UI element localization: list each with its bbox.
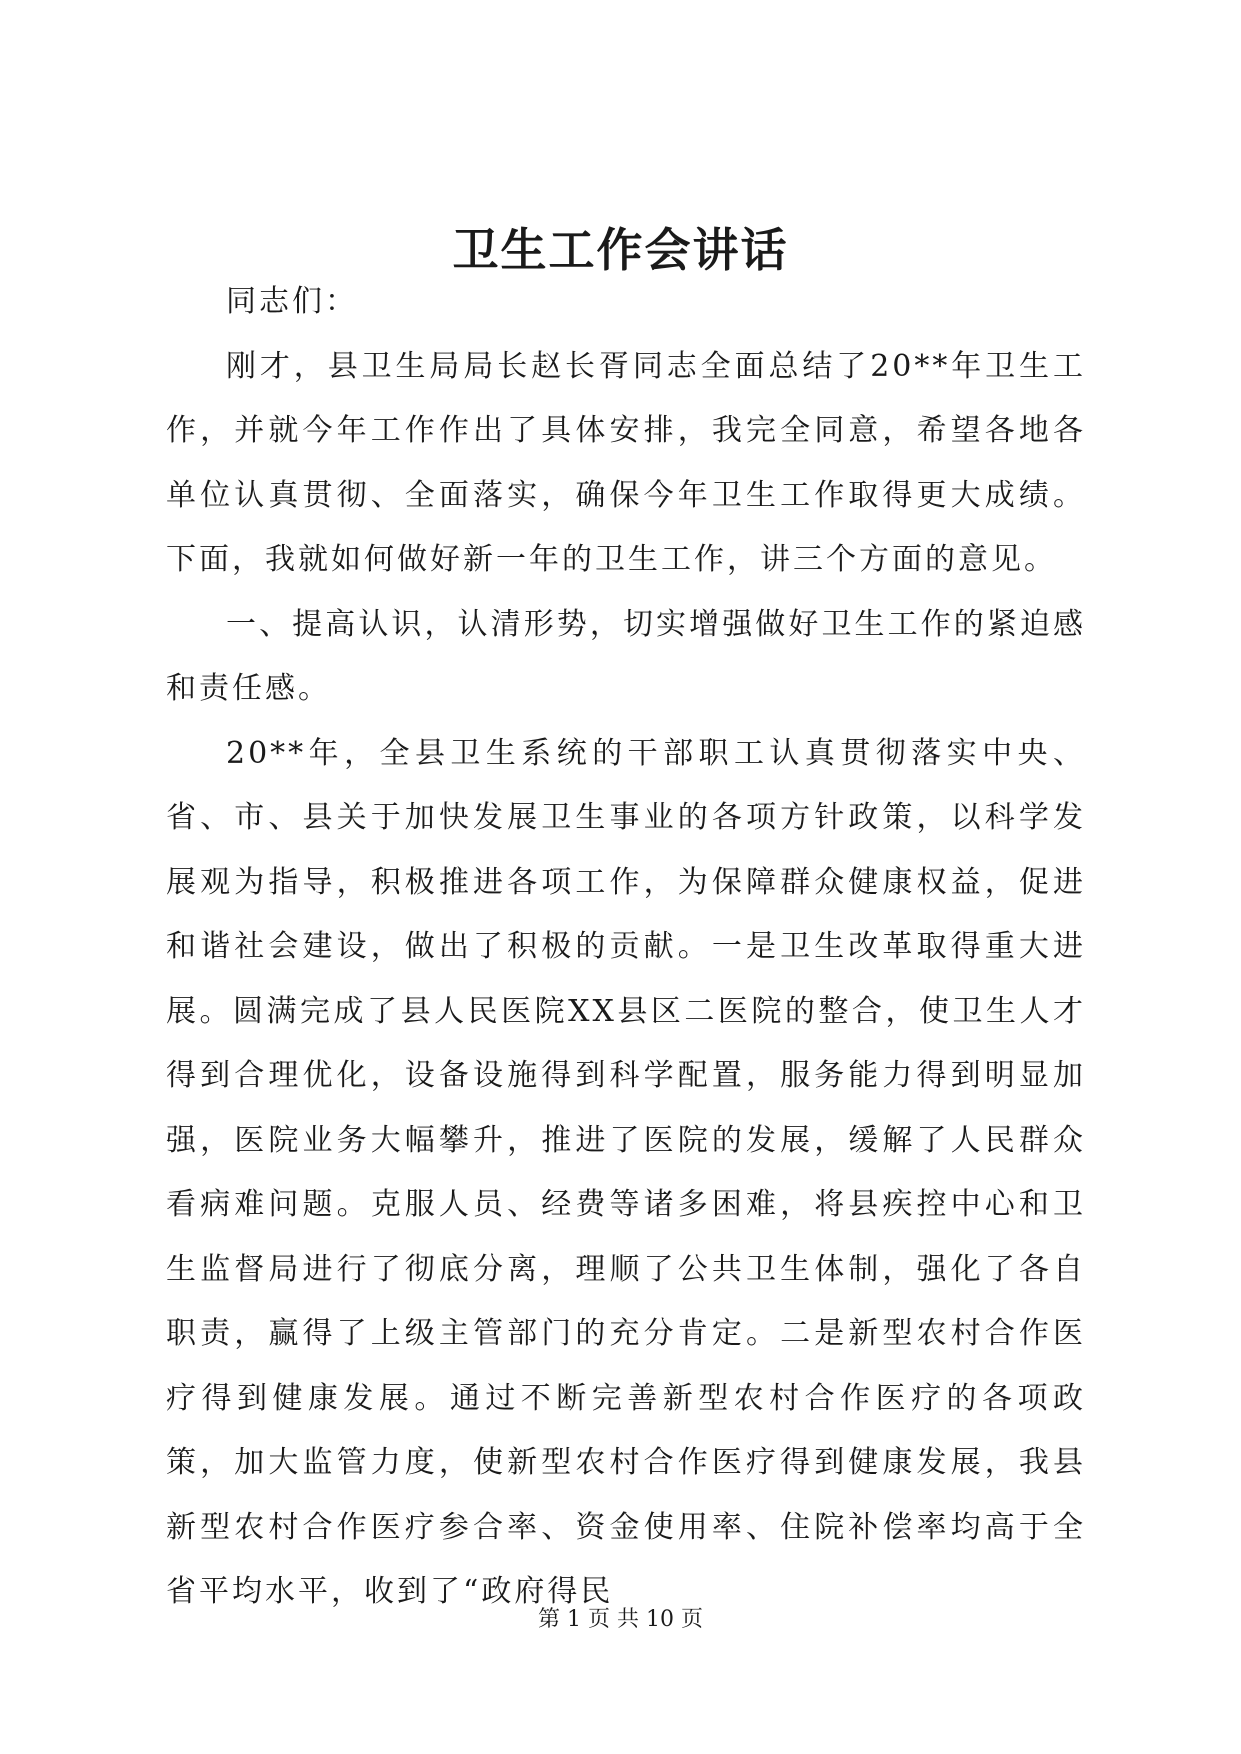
page-footer: 第 1 页 共 10 页 [538, 1607, 703, 1632]
paragraph-review: 20**年，全县卫生系统的干部职工认真贯彻落实中央、省、市、县关于加快发展卫生事业的各项方针政策，以科学发展观为指导，积极推进各项工作，为保障群众健康权益，促进和谐社会建设，做出了积极的贡献。一是卫生改革取得重大进展。圆满完成了县人民医院XX县区二医院的整合，使卫生人才得到合理优化，设备设施得到科学配置，服务能力得到明显加强，医院业务大幅攀升，推进了医院的发展，缓解了人民群众看病难问题。克服人员、经费等诸多困难，将县疾控中心和卫生监督局进行了彻底分离，理顺了公共卫生体制，强化了各自职责，赢得了上级主管部门的充分肯定。二是新型农村合作医疗得到健康发展。通过不断完善新型农村合作医疗的各项政策，加大监管力度，使新型农村合作医疗得到健康发展，我县新型农村合作医疗参合率、资金使用率、住院补偿率均高于全省平均水平，收到了“政府得民 [166, 735, 1086, 1609]
paragraph-intro: 刚才，县卫生局局长赵长胥同志全面总结了20**年卫生工作，并就今年工作作出了具体安排，我完全同意，希望各地各单位认真贯彻、全面落实，确保今年卫生工作取得更大成绩。下面，我就如何做好新一年的卫生工作，讲三个方面的意见。 [166, 348, 1086, 577]
document-title: 卫生工作会讲话 [452, 223, 789, 277]
section-heading-1: 一、提高认识，认清形势，切实增强做好卫生工作的紧迫感和责任感。 [166, 606, 1086, 706]
salutation: 同志们： [226, 284, 358, 319]
document-body [166, 270, 1086, 1625]
